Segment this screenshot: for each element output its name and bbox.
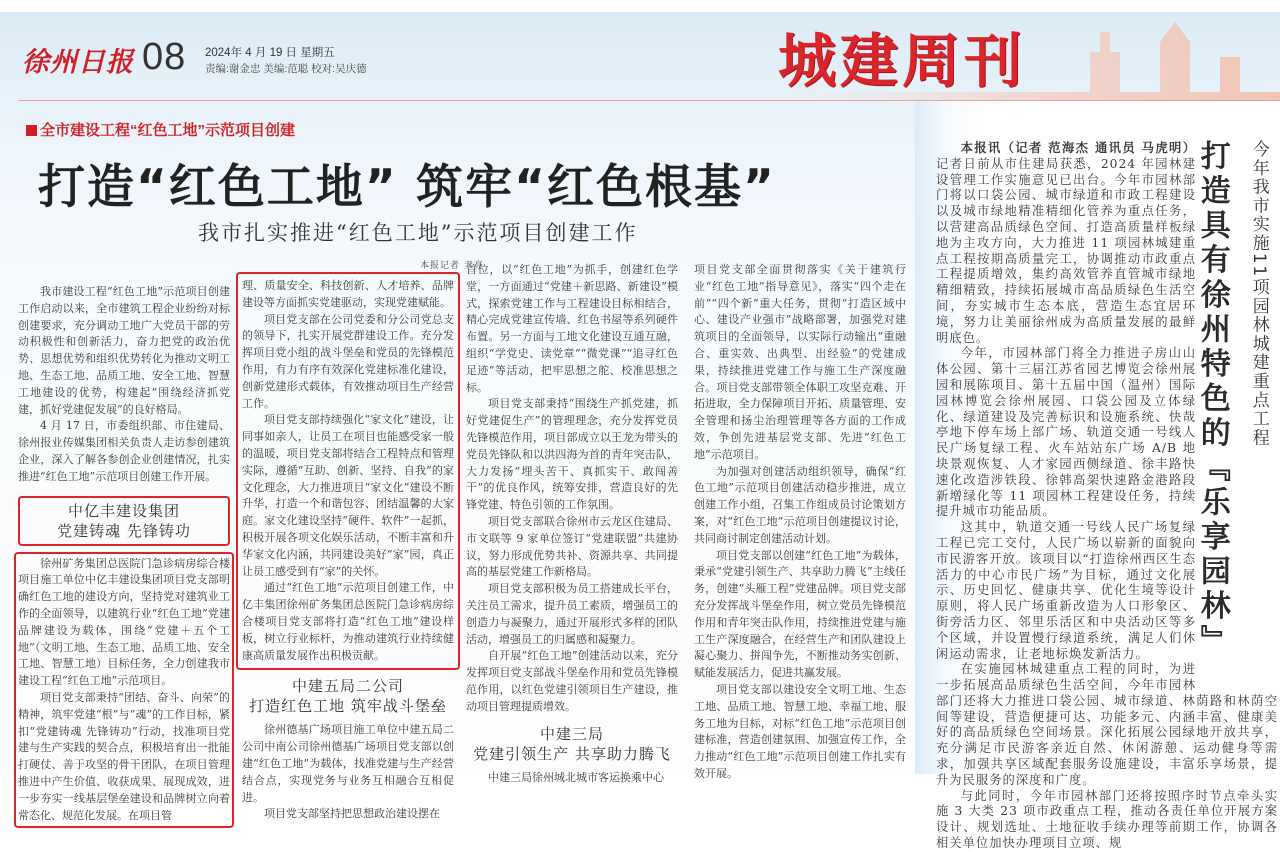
body-paragraph: 与此同时，今年市园林部门还将按照序时节点牵头实施 3 大类 23 项市政重点工程，推动各责任单位开展方案设计、规划选址、土地征收手续办理等前期工作，协调各相关单位加快办理项目立项、规 [936,788,1278,851]
body-paragraph: 项目党支部在公司党委和分公司党总支的领导下，扎实开展党群建设工作。充分发挥项目党小组的战斗堡垒和党员的先锋模范作用，有力有序有效深化党建标准化建设，创新党建形式载体，有效推动项目生产经营工作。 [242,312,454,410]
section-company: 中亿丰建设集团 [67,501,180,520]
body-paragraph: 项目党支部联合徐州市云龙区住建局、市文联等 9 家单位签订“党建联盟”共建协议，努力形成优势共补、资源共享、共同提高的基层党建工作新格局。 [466,514,678,579]
square-bullet-icon [26,125,37,136]
body-paragraph: 项目党支部秉持“团结、奋斗、向荣”的精神，筑牢党建“根”与“魂”的工作目标，紧扣“党建铸魂 先锋铸功”行动，找准项目党建与生产实践的契合点，积极培育出一批能打硬仗、善于攻坚的骨干团队，在项目管理推进中产生价值、收获成果、展现成效，进一步夯实一线基层堡垒建设和品牌树立向着常态化、规范化发展。在项目管 [18,690,230,822]
body-paragraph: 项目党支部持续强化“家文化”建设，让同事如亲人，让员工在项目也能感受家一般的温暖，项目党支部将结合工程特点和管理实际，遵循“互助、创新、坚持、自我”的家文化理念，大力推进项目“家文化”建设不断升华，打造一个和谐包容、团结温馨的大家庭。家文化建设坚持“硬件、软件”一起抓，积极开展各项文化娱乐活动，不断丰富和升华家文化内涵，共同建设美好“家”园，真正让员工感受到有“家”的关怀。 [242,413,454,578]
dateline-label: 本报讯（记者 范海杰 通讯员 马虎明） [960,140,1196,155]
section-slogan: 党建铸魂 先锋铸功 [57,521,191,540]
section-heading [236,676,460,716]
kicker-text: 全市建设工程“红色工地”示范项目创建 [40,122,296,139]
issue-date: 2024年 4 月 19 日 星期五 [205,47,335,59]
page-number: 08 [142,36,187,78]
highlighted-text-box [236,272,460,670]
top-margin [0,0,1280,12]
body-paragraph: 中建三局徐州城北城市客运换乘中心 [488,770,664,784]
intro-paragraph: 4 月 17 日，市委组织部、市住建局、徐州报业传媒集团相关负责人走访参创建筑企业，深入了解各参创企业创建情况，扎实推进“红色工地”示范项目创建工作开展。 [18,419,230,483]
body-paragraph: 通过“红色工地”示范项目创建工作，中亿丰集团徐州矿务集团总医院门急诊病房综合楼项目党支部将打造“红色工地”建设样板，树立行业标杆，为推动建筑行业持续健康高质量发展作出积极贡献。 [242,581,454,662]
body-paragraph: 项目党支部以建设安全文明工地、生态工地、品质工地、智慧工地、幸福工地、服务工地为目标，对标“红色工地”示范项目创建标准，营造创建氛围、加强宣传工作，全力推动“红色工地”示范项目创建工作扎实有效开展。 [694,682,906,780]
editor-credits: 责编:谢金忠 美编:范聪 校对:吴庆德 [205,63,367,75]
section-heading [466,724,678,764]
body-paragraph: 自开展“红色工地”创建活动以来，充分发挥项目党支部战斗堡垒作用和党员先锋模范作用，以红色党建引领项目生产建设，推动项目管理提质增效。 [466,649,678,713]
body-paragraph: 徐州矿务集团总医院门急诊病房综合楼项目施工单位中亿丰建设集团项目党支部明确红色工地的建设方向，坚持党对建筑业工作的全面领导，以建筑行业“红色工地”党建品牌建设为载体，围绕“党建＋五个工地”（文明工地、生态工地、品质工地、安全工地、智慧工地）目标任务，全力创建我市建设工程“红色工地”示范项目。 [18,556,230,688]
column-1 [18,284,230,828]
body-paragraph: 项目党支部以创建“红色工地”为载体，秉承“党建引领生产、共享助力腾飞”主线任务，创建“头雁工程”党建品牌。项目党支部充分发挥战斗堡垒作用，树立党员先锋模范作用和青年突击队作用，持续推进党建与施工生产深度融合，在经营生产和团队建设上凝心聚力、拼闯争先，不断推动务实创新、赋能发展活力，促进共赢发展。 [694,548,906,680]
body-paragraph: 项目党支部秉持“围绕生产抓党建，抓好党建促生产”的管理理念，充分发挥党员先锋模范作用，项目部成立以王龙为带头的党员先锋队和以洪四海为首的青年突击队，大力发扬“埋头苦干、真抓实干、敢闯善干”的优良作风，统筹安排，营造良好的先锋党建、特色引领的工作氛围。 [466,397,678,512]
highlighted-text-box [14,552,234,829]
newspaper-logo: 徐州日报 [22,47,134,78]
article-kicker [26,119,295,140]
section-masthead: 城建周刊 [778,27,1027,95]
side-article-title: 打造具有徐州特色的『乐享园林』 [1194,140,1230,659]
section-slogan: 党建引领生产 共享助力腾飞 [473,744,671,763]
byline: 本报记者 尹亮 [420,261,484,271]
body-paragraph: 项目党支部坚持把思想政治建设摆在 [264,807,440,821]
section-company: 中建五局二公司 [291,677,404,696]
body-paragraph: 项目党支部全面贯彻落实《关于建筑行业“红色工地”指导意见》，落实“四个走在前”“四个新”重大任务，贯彻“打造区域中心、建设产业强市”战略部署，加强党对建筑项目的全面领导，以实际行动输出“重融合、重实效、出典型、出经验”的党建成果，持续推进党建工作与施工生产深度融合。项目党支部带领全体职工攻坚克难、开拓进取，全力保障项目开拓、质量管理、安全管理和扬尘治理管理等各方面的工作成效，争创先进基层党支部、先进“红色工地”示范项目。 [694,263,906,461]
section-company: 中建三局 [539,724,604,743]
side-article-title-block [1194,140,1278,690]
section-body [236,722,460,823]
lead-text: 记者日前从市住建局获悉，2024 年园林建设管理工作实施意见已出台。今年市园林部门将以口袋公园、城市绿道和市政工程建设以及城市绿地精准精细化管养为重点任务，以营建高品质绿色空间、打造高质量样板绿地为主攻方向，大力推进 11 项园林城建重点工程按期高质量完工，协调推动市政重点工程提质增效，集约高效管养直管城市绿地精细精致，持续拓展城市高品质绿色生活空间，夯实城市生态本底，营造生态宜居环境，努力让美丽徐州成为高质量发展的最鲜明底色。 [936,156,1196,345]
main-headline: 打造“红色工地” 筑牢“红色根基” [38,160,776,215]
body-paragraph: 这其中，轨道交通一号线人民广场复绿工程已完工交付，人民广场以崭新的面貌向市民游客开放。该项目以“打造徐州西区生态活力的中心市民广场”为目标，通过文化展示、历史回忆、健康共享、优化生境等设计原则，将人民广场重新改造为人口形象区、街旁活力区、邻里乐活区和中央活动区等多个区域，并设置慢行绿道系统，满足人们休闲运动需求，让老地标焕发新活力。 [936,520,1196,661]
intro-paragraph: 我市建设工程“红色工地”示范项目创建工作启动以来，全市建筑工程企业纷纷对标创建要求，充分调动工地广大党员干部的劳动积极性和创新活力，奋力把党的政治优势、思想优势和组织优势转化为推动文明工地、生态工地、品质工地、安全工地、智慧工地建设的优势，构建起“围绕经济抓党建，抓好党建促发展”的良好格局。 [18,285,230,416]
header-divider [18,100,1280,101]
main-subheadline: 我市扎实推进“红色工地”示范项目创建工作 [198,221,638,245]
section-slogan: 打造红色工地 筑牢战斗堡垒 [249,697,447,716]
column-3 [466,262,678,786]
body-paragraph: 今年，市园林部门将全力推进子房山山体公园、第十三届江苏省园艺博览会徐州展园和展陈项目、第十五届中国（温州）国际园林博览会徐州展园、口袋公园及立体绿化、绿道建设及完善标识和设施系统、快哉亭地下停车场上部广场、轨道交通一号线人民广场复绿工程、火车站站东广场 A/B 地块景观恢复、人才家园西侧绿道、徐丰路快速化改造涉铁段、徐韩高架快速路金港路段新增绿化等 11 项园林工程建设任务，持续提升城市功能品质。 [936,346,1196,519]
body-paragraph: 首位，以“红色工地”为抓手，创建红色学堂，一方面通过“党建＋新思路、新建设”模式，探索党建工作与工程建设目标相结合，精心完成党建宣传墙、红色书屋等系列硬件布置。另一方面与工地文化建设互通互融，组织“学党史、读党章”“微党课”“追寻红色足迹”等活动，把牢思想之舵、校准思想之标。 [466,263,678,394]
section-heading-box [18,496,230,546]
body-paragraph: 项目党支部积极为员工搭建成长平台，关注员工需求，提升员工素质，增强员工的创造力与凝聚力，通过开展形式多样的团队活动，增强员工的归属感和凝聚力。 [466,582,678,646]
body-paragraph: 徐州德基广场项目施工单位中建五局二公司中南公司徐州德基广场项目党支部以创建“红色工地”为载体，找准党建与生产经营结合点，实现党务与业务互相融合互相促进。 [242,723,454,804]
body-paragraph: 在实施园林城建重点工程的同时，为进一步拓展高品质绿色生活空间，今年市园林部门还将大力推进口袋公园、城市绿道、林荫路和林荫空间等建设，营造便捷可达、功能多元、内涵丰富、健康美好的高品质绿色空间场景。深化拓展公园绿地开放共享，充分满足市民游客亲近自然、休闲游憩、运动健身等需求，加强共享区域配套服务设施建设，丰富乐享场景，提升为民服务的深度和广度。 [936,662,1278,787]
column-2 [236,272,460,823]
body-paragraph: 为加强对创建活动组织领导，确保“红色工地”示范项目创建活动稳步推进，成立创建工作小组，召集工作组成员讨论策划方案，对“红色工地”示范项目创建提议讨论，共同商讨制定创建活动计划。 [694,464,906,545]
side-article-subtitle: 今年我市实施11项园林城建重点工程 [1248,140,1269,448]
body-paragraph: 理、质量安全、科技创新、人才培养、品牌建设等方面抓实党建驱动，实现党建赋能。 [242,279,454,309]
side-article [936,140,1278,852]
column-4 [694,262,906,783]
